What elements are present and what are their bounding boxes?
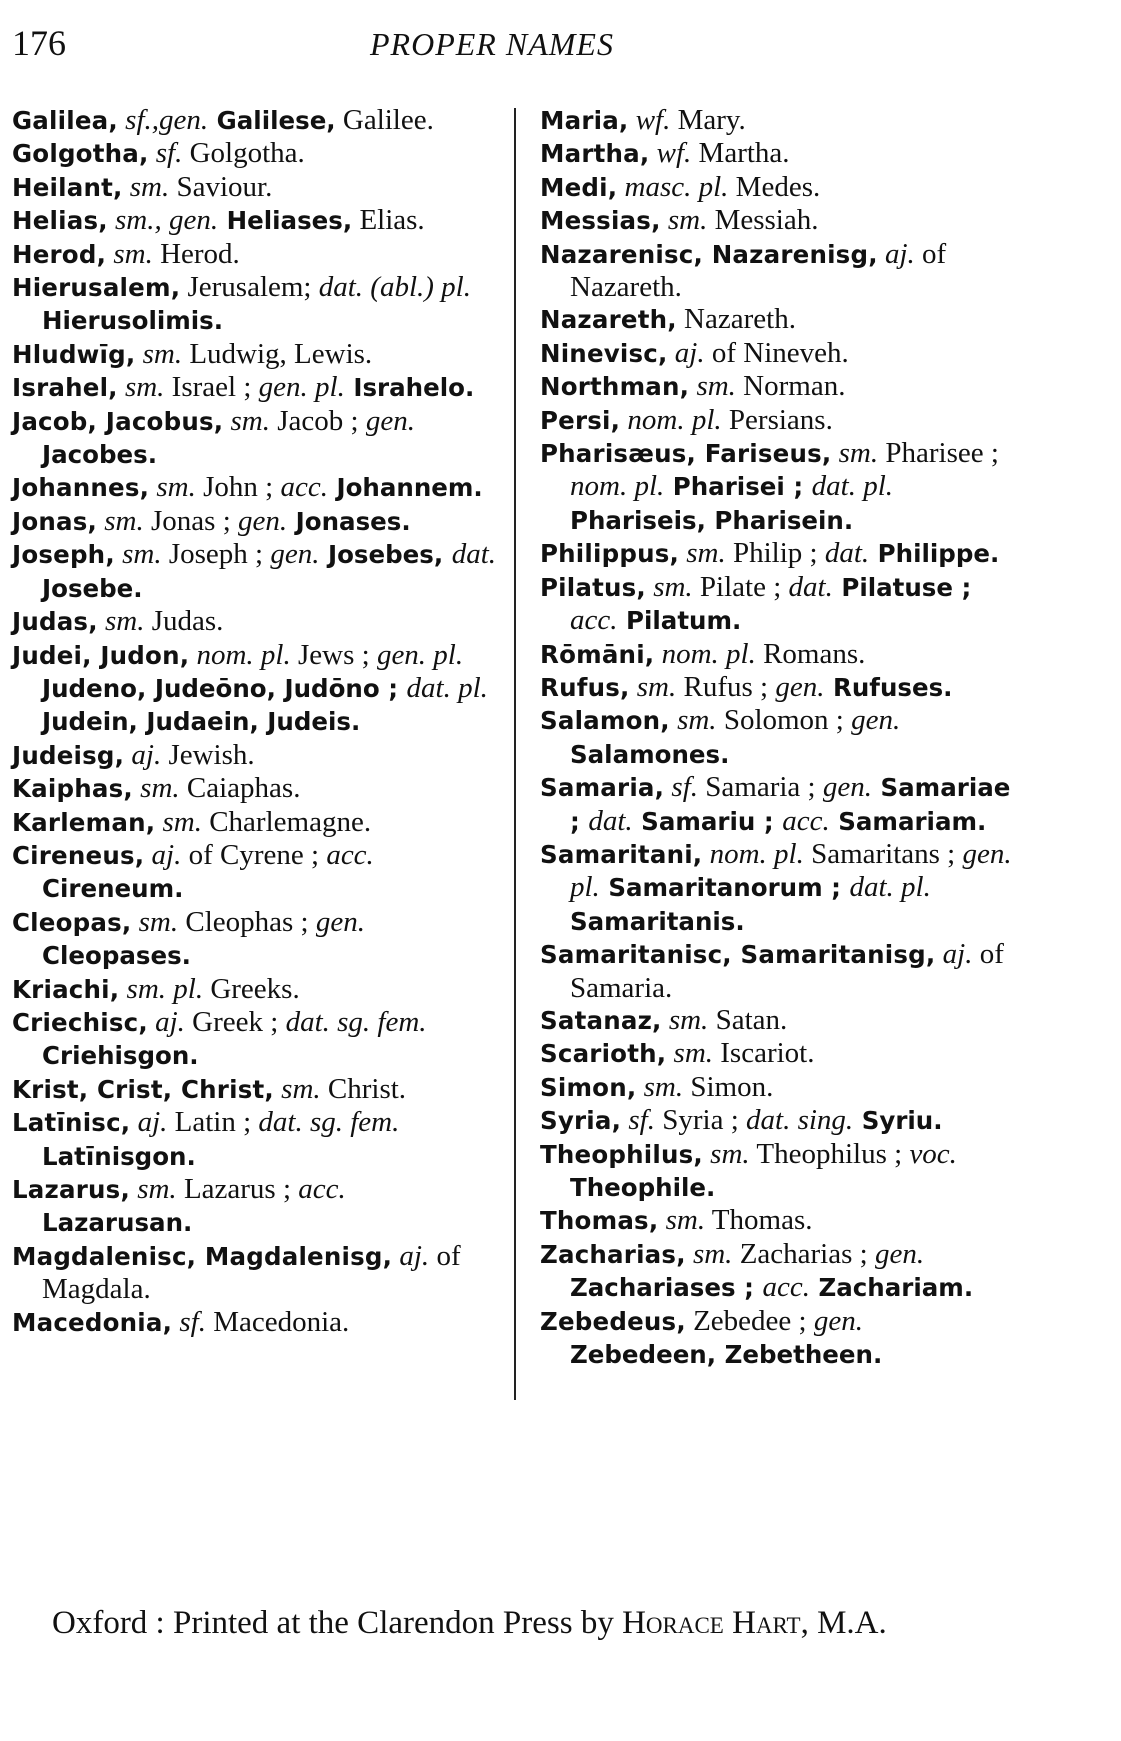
grammar-abbrev: sf. — [664, 771, 699, 804]
dictionary-entry — [540, 1138, 1012, 1205]
headword: Cleopas, — [12, 907, 132, 937]
dictionary-entry — [12, 1006, 500, 1073]
grammar-abbrev: sm. — [132, 772, 180, 805]
headword: Jonas, — [12, 506, 98, 536]
gloss-text: Medes. — [728, 170, 821, 203]
gloss-text: of Samaria. — [570, 938, 1004, 1004]
gloss-text: Israel ; — [164, 371, 259, 404]
dictionary-entry — [12, 639, 500, 739]
bold-form: Zebedeen, Zebetheen. — [570, 1340, 883, 1370]
dictionary-entry — [540, 404, 1012, 437]
gloss-text: Persians. — [721, 403, 833, 436]
grammar-abbrev: sm. — [223, 404, 270, 437]
bold-form: Philippe. — [869, 539, 1000, 569]
imprint-prefix: Oxford : Printed at the Clarendon Press by — [52, 1605, 623, 1641]
headword: Scarioth, — [540, 1039, 667, 1069]
grammar-abbrev: nom. pl. — [654, 637, 756, 670]
dictionary-entry — [12, 538, 500, 605]
bold-form: Samaritanis. — [570, 906, 745, 936]
gloss-text: Pilate ; — [692, 570, 789, 603]
headword: Judei, Judon, — [12, 640, 190, 670]
headword: Persi, — [540, 405, 621, 435]
headword: Latīnisc, — [12, 1108, 131, 1138]
gloss-text: Syria ; — [654, 1104, 747, 1137]
grammar-abbrev: gen. pl. — [376, 638, 464, 671]
dictionary-entry — [540, 1071, 1012, 1104]
grammar-abbrev: gen. — [238, 504, 288, 537]
headword: Messias, — [540, 206, 661, 236]
dictionary-entry — [540, 1037, 1012, 1070]
dictionary-entry — [12, 1106, 500, 1173]
gloss-text: Rufus ; — [676, 670, 776, 703]
grammar-abbrev: wf. — [649, 137, 692, 170]
grammar-abbrev: dat. pl. — [406, 671, 488, 704]
bold-form: Jonases. — [287, 506, 411, 536]
headword: Heilant, — [12, 172, 123, 202]
grammar-abbrev: acc. — [762, 1271, 810, 1304]
grammar-abbrev: dat. — [588, 804, 633, 837]
grammar-abbrev: sm. — [131, 905, 179, 938]
dictionary-entry — [540, 638, 1012, 671]
dictionary-entry — [12, 505, 500, 538]
dictionary-entry — [12, 739, 500, 772]
gloss-text: Ludwig, Lewis. — [182, 337, 373, 370]
grammar-abbrev: masc. pl. — [617, 170, 729, 203]
headword: Kriachi, — [12, 974, 120, 1004]
gloss-text: Zacharias ; — [732, 1237, 875, 1270]
gloss-text: Lazarus ; — [176, 1173, 299, 1205]
gloss-text: of Magdala. — [42, 1239, 461, 1306]
dictionary-entry — [540, 337, 1012, 370]
gloss-text: Macedonia. — [205, 1305, 350, 1338]
headword: Israhel, — [12, 373, 118, 403]
right-column — [540, 104, 1012, 1371]
headword: Judeisg, — [12, 740, 125, 770]
headword: Medi, — [540, 172, 618, 202]
headword: Maria, — [540, 106, 629, 135]
dictionary-entry — [12, 104, 500, 137]
gloss-text: Galilee. — [335, 104, 434, 136]
grammar-abbrev: sm. — [149, 471, 196, 504]
dictionary-entry — [12, 137, 500, 170]
headword: Simon, — [540, 1072, 637, 1102]
gloss-text: of Nazareth. — [570, 237, 947, 304]
gloss-text: of Cyrene ; — [181, 838, 327, 871]
gloss-text: Norman. — [735, 370, 846, 403]
imprint-printer: Horace Hart — [622, 1605, 801, 1641]
bold-form: Cleopases. — [42, 941, 191, 971]
headword: Zebedeus, — [540, 1306, 686, 1336]
headword: Samaritanisc, Samaritanisg, — [540, 940, 936, 970]
bold-form: Phariseis, Pharisein. — [570, 505, 854, 535]
gloss-text: Romans. — [755, 637, 866, 670]
bold-form: Josebes, — [319, 540, 452, 570]
gloss-text: Messiah. — [707, 204, 819, 237]
dictionary-entry — [540, 938, 1012, 1004]
dictionary-entry — [540, 238, 1012, 304]
grammar-abbrev: aj. — [877, 237, 915, 270]
grammar-abbrev: sm. — [636, 1070, 684, 1103]
dictionary-entry — [12, 839, 500, 906]
gloss-text: Christ. — [320, 1072, 407, 1105]
gloss-text: of Nineveh. — [704, 336, 849, 369]
grammar-abbrev: sm. — [831, 437, 879, 470]
headword: Samaria, — [540, 773, 665, 803]
bold-form: Theophile. — [570, 1173, 716, 1202]
imprint-suffix: , M.A. — [800, 1605, 887, 1641]
grammar-abbrev: sf. — [621, 1104, 655, 1137]
dictionary-entry — [540, 437, 1012, 537]
gloss-text: Theophilus ; — [749, 1137, 910, 1170]
grammar-abbrev: sm. — [685, 1237, 733, 1270]
grammar-abbrev: sm., gen. — [107, 204, 219, 237]
dictionary-entry — [12, 806, 500, 839]
grammar-abbrev: acc. — [280, 471, 328, 504]
gloss-text: Jonas ; — [143, 504, 238, 537]
grammar-abbrev: acc. — [298, 1173, 346, 1205]
headword: Jacob, Jacobus, — [12, 406, 224, 436]
bold-form: Samariu ; — [632, 806, 783, 836]
gloss-text: John ; — [195, 471, 281, 504]
gloss-text: Samaritans ; — [803, 837, 963, 870]
gloss-text: Philip ; — [725, 537, 825, 570]
headword: Nazarenisc, Nazarenisg, — [540, 239, 878, 269]
headword: Pilatus, — [540, 572, 646, 602]
bold-form: Rufuses. — [824, 672, 953, 702]
headword: Philippus, — [540, 539, 679, 569]
headword: Thomas, — [540, 1206, 659, 1236]
printer-imprint — [52, 1605, 887, 1642]
grammar-abbrev: sf. — [172, 1305, 206, 1338]
grammar-abbrev: acc. — [782, 804, 830, 837]
headword: Samaritani, — [540, 839, 703, 869]
grammar-abbrev: dat. (abl.) pl. — [318, 271, 471, 304]
headword: Kaiphas, — [12, 774, 133, 804]
grammar-abbrev: gen. pl. — [258, 371, 345, 404]
dictionary-entry — [540, 104, 1012, 137]
gloss-text: Solomon ; — [716, 704, 852, 737]
grammar-abbrev: dat. pl. — [849, 871, 931, 904]
dictionary-entry — [12, 171, 500, 204]
dictionary-entry — [540, 1104, 1012, 1137]
dictionary-entry — [12, 605, 500, 638]
grammar-abbrev: sm. — [117, 371, 165, 404]
dictionary-entry — [540, 771, 1012, 838]
dictionary-entry — [540, 1204, 1012, 1237]
dictionary-entry — [540, 838, 1012, 938]
headword: Salamon, — [540, 706, 670, 736]
dictionary-entry — [12, 1173, 500, 1240]
gloss-text: Latin ; — [167, 1106, 259, 1139]
bold-form: Cireneum. — [42, 874, 184, 904]
dictionary-entry — [12, 1306, 500, 1339]
grammar-abbrev: sm. — [135, 337, 183, 370]
dictionary-entry — [12, 906, 500, 973]
gloss-text: Zebedee ; — [685, 1304, 814, 1337]
gloss-text: Judas. — [144, 605, 224, 638]
bold-form: Judein, Judaein, Judeis. — [42, 707, 361, 737]
bold-form: Jacobes. — [42, 440, 158, 470]
gloss-text: Greeks. — [203, 972, 300, 1005]
gloss-text: Mary. — [670, 104, 746, 136]
grammar-abbrev: sm. — [129, 1173, 177, 1205]
bold-form: Lazarusan. — [42, 1208, 193, 1238]
headword: Nazareth, — [540, 305, 677, 335]
grammar-abbrev: gen. — [874, 1237, 925, 1270]
grammar-abbrev: aj. — [144, 838, 182, 871]
dictionary-entry — [540, 537, 1012, 570]
grammar-abbrev: sm. — [658, 1204, 706, 1237]
bold-form: Galilese, — [208, 106, 336, 135]
grammar-abbrev: gen. — [775, 670, 825, 703]
grammar-abbrev: acc. — [326, 838, 374, 871]
grammar-abbrev: nom. pl. — [189, 638, 291, 671]
gloss-text: Charlemagne. — [201, 805, 372, 838]
grammar-abbrev: gen. — [270, 538, 320, 571]
grammar-abbrev: gen. — [315, 905, 365, 938]
dictionary-entry — [12, 204, 500, 237]
headword: Pharisæus, Fariseus, — [540, 439, 832, 469]
headword: Helias, — [12, 206, 108, 236]
bold-form: Hierusolimis. — [42, 306, 224, 336]
grammar-abbrev: sm. — [122, 170, 170, 203]
dictionary-entry — [12, 471, 500, 504]
bold-form: Zachariam. — [809, 1273, 974, 1303]
grammar-abbrev: gen. — [851, 704, 901, 737]
bold-form: Zachariases ; — [570, 1273, 763, 1303]
headword: Hludwīg, — [12, 339, 136, 369]
grammar-abbrev: aj. — [667, 336, 705, 369]
headword: Joseph, — [12, 540, 115, 570]
bold-form: Latīnisgon. — [42, 1141, 196, 1171]
gloss-text: Jerusalem; — [180, 271, 319, 304]
dictionary-entry — [12, 973, 500, 1006]
grammar-abbrev: sm. — [661, 1003, 709, 1036]
bold-form: Pilatum. — [617, 606, 742, 636]
gloss-text: Joseph ; — [161, 538, 271, 571]
gloss-text: Martha. — [691, 137, 790, 170]
grammar-abbrev: aj. — [124, 738, 162, 771]
grammar-abbrev: aj. — [147, 1005, 185, 1038]
grammar-abbrev: sm. — [679, 537, 726, 570]
headword: Criechisc, — [12, 1007, 148, 1037]
bold-form: Israhelo. — [344, 373, 475, 403]
headword: Cireneus, — [12, 840, 145, 870]
dictionary-entry — [540, 303, 1012, 336]
grammar-abbrev: acc. — [570, 604, 618, 637]
grammar-abbrev: nom. pl. — [570, 470, 665, 503]
grammar-abbrev: wf. — [628, 104, 671, 136]
headword: Galilea, — [12, 106, 118, 135]
gloss-text: Iscariot. — [713, 1037, 815, 1070]
dictionary-entry — [12, 772, 500, 805]
headword: Hierusalem, — [12, 273, 181, 303]
grammar-abbrev: sm. — [645, 570, 693, 603]
headword: Herod, — [12, 239, 107, 269]
grammar-abbrev: sm. — [702, 1137, 750, 1170]
headword: Golgotha, — [12, 139, 149, 169]
grammar-abbrev: gen. — [813, 1304, 863, 1337]
gloss-text: Golgotha. — [182, 137, 305, 170]
headword: Magdalenisc, Magdalenisg, — [12, 1241, 393, 1271]
grammar-abbrev: sm. — [114, 538, 162, 571]
bold-form: Pilatuse ; — [832, 572, 972, 602]
grammar-abbrev: nom. pl. — [620, 403, 722, 436]
grammar-abbrev: gen. — [822, 771, 872, 804]
headword: Ninevisc, — [540, 338, 668, 368]
grammar-abbrev: sm. — [155, 805, 202, 838]
bold-form: Salamones. — [570, 739, 730, 769]
bold-form: Samariam. — [829, 806, 987, 836]
grammar-abbrev: dat. — [788, 570, 833, 603]
dictionary-entry — [12, 1073, 500, 1106]
gloss-text: Jacob ; — [269, 404, 366, 437]
headword: Northman, — [540, 372, 690, 402]
grammar-abbrev: dat. pl. — [811, 470, 894, 503]
headword: Johannes, — [12, 473, 150, 503]
bold-form: Samaritanorum ; — [599, 873, 850, 903]
grammar-abbrev: sf. — [148, 137, 183, 170]
gloss-text: Cleophas ; — [178, 905, 316, 938]
page-header — [8, 22, 1008, 72]
dictionary-entry — [12, 271, 500, 338]
dictionary-entry — [540, 137, 1012, 170]
bold-form: Criehisgon. — [42, 1041, 199, 1071]
gloss-text: Pharisee ; — [878, 437, 999, 470]
dictionary-entry — [12, 405, 500, 472]
left-column — [12, 104, 500, 1339]
dictionary-entry — [12, 338, 500, 371]
dictionary-entry — [12, 238, 500, 271]
gloss-text: Jews ; — [290, 638, 377, 671]
dictionary-entry — [540, 1238, 1012, 1305]
headword: Macedonia, — [12, 1307, 173, 1337]
grammar-abbrev: sm. pl. — [119, 972, 204, 1005]
gloss-text: Saviour. — [169, 170, 273, 203]
dictionary-entry — [540, 171, 1012, 204]
headword: Lazarus, — [12, 1175, 130, 1204]
headword: Theophilus, — [540, 1139, 703, 1169]
gloss-text: Elias. — [352, 204, 425, 237]
bold-form: Pharisei ; — [664, 472, 812, 502]
gloss-text: Greek ; — [184, 1005, 286, 1038]
grammar-abbrev: sm. — [106, 237, 153, 270]
dictionary-entry — [12, 1240, 500, 1306]
grammar-abbrev: gen. — [365, 404, 415, 437]
dictionary-entry — [12, 371, 500, 404]
grammar-abbrev: aj. — [130, 1106, 168, 1139]
grammar-abbrev: dat. — [824, 537, 870, 570]
grammar-abbrev: aj. — [935, 938, 973, 971]
bold-form: Judeno, Judeōno, Judōno ; — [42, 673, 407, 703]
grammar-abbrev: dat. sing. — [746, 1104, 854, 1137]
page-number: 176 — [12, 23, 66, 63]
dictionary-entry — [540, 571, 1012, 638]
bold-form: Syriu. — [853, 1106, 943, 1136]
grammar-abbrev: sf.,gen. — [117, 104, 209, 136]
grammar-abbrev: voc. — [909, 1137, 957, 1170]
dictionary-entry — [540, 204, 1012, 237]
grammar-abbrev: gen. pl. — [570, 837, 1012, 904]
gloss-text: Samaria ; — [698, 771, 823, 804]
grammar-abbrev: sm. — [97, 605, 145, 638]
headword: Zacharias, — [540, 1239, 686, 1269]
grammar-abbrev: sm. — [689, 370, 736, 403]
headword: Rōmāni, — [540, 639, 655, 669]
dictionary-entry — [540, 671, 1012, 704]
headword: Judas, — [12, 607, 98, 637]
headword: Satanaz, — [540, 1005, 662, 1035]
gloss-text: Caiaphas. — [179, 772, 301, 805]
dictionary-entry — [540, 370, 1012, 403]
bold-form: Johannem. — [327, 473, 483, 503]
grammar-abbrev: sm. — [629, 670, 677, 703]
grammar-abbrev: sm. — [273, 1072, 321, 1105]
headword: Martha, — [540, 139, 650, 169]
gloss-text: Thomas. — [705, 1204, 813, 1237]
gloss-text: Nazareth. — [676, 303, 796, 336]
grammar-abbrev: nom. pl. — [702, 837, 804, 870]
grammar-abbrev: sm. — [97, 504, 144, 537]
grammar-abbrev: sm. — [660, 204, 708, 237]
headword: Krist, Crist, Christ, — [12, 1074, 274, 1104]
running-title: PROPER NAMES — [370, 26, 614, 62]
bold-form: Samariae ; — [570, 773, 1011, 836]
grammar-abbrev: aj. — [392, 1239, 430, 1272]
headword: Karleman, — [12, 807, 156, 837]
bold-form: Heliases, — [218, 206, 353, 236]
dictionary-entry — [540, 704, 1012, 771]
grammar-abbrev: sm. — [666, 1037, 714, 1070]
grammar-abbrev: sm. — [669, 704, 717, 737]
gloss-text: Satan. — [708, 1003, 788, 1036]
bold-form: Josebe. — [42, 573, 143, 603]
gloss-text: Simon. — [683, 1070, 774, 1103]
grammar-abbrev: dat. sg. fem. — [258, 1106, 400, 1139]
grammar-abbrev: dat. — [451, 538, 497, 571]
column-divider — [514, 108, 516, 1400]
headword: Rufus, — [540, 672, 630, 702]
headword: Syria, — [540, 1106, 622, 1136]
grammar-abbrev: dat. sg. fem. — [285, 1005, 427, 1038]
gloss-text: Jewish. — [161, 738, 255, 771]
dictionary-entry — [540, 1305, 1012, 1372]
gloss-text: Herod. — [152, 237, 240, 270]
dictionary-entry — [540, 1004, 1012, 1037]
